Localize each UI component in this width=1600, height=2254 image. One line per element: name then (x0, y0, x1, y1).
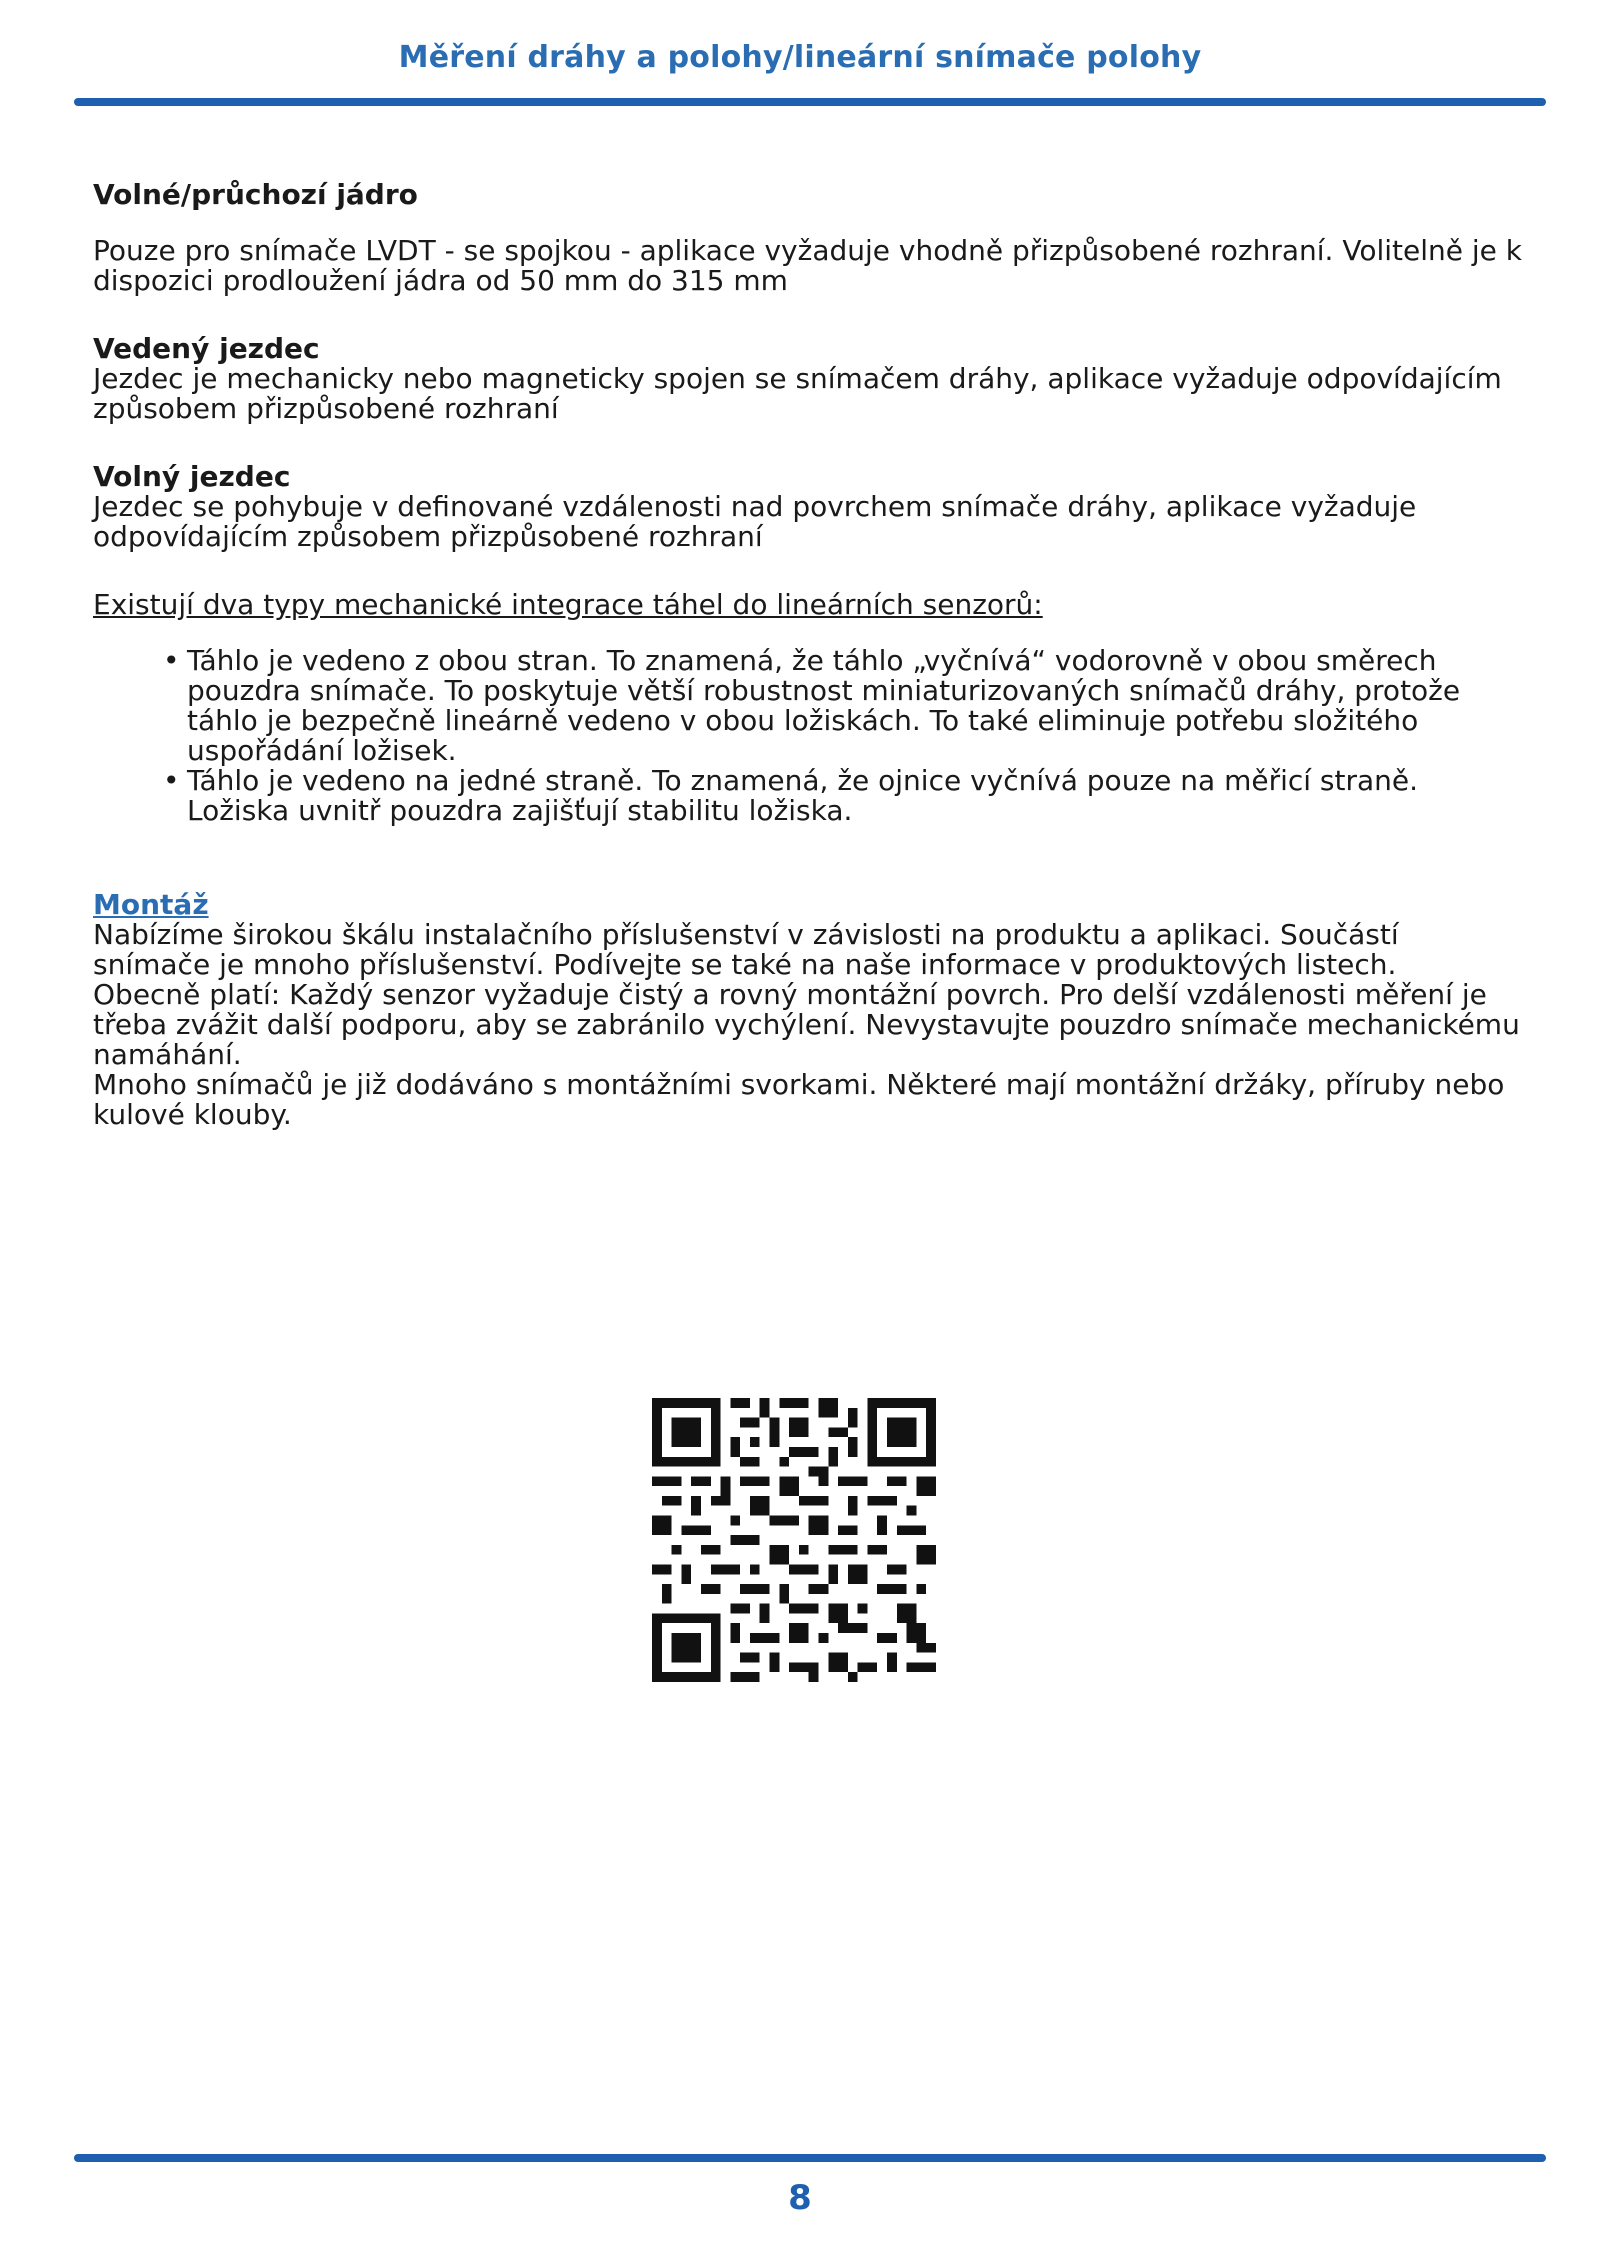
guided-slider-text: Jezdec je mechanicky nebo magneticky spojen se snímačem dráhy, aplikace vyžaduje odpovídajícím způsobem přizpůsobené rozhraní (93, 362, 1502, 425)
list-item: • Táhlo je vedeno z obou stran. To znamená, že táhlo „vyčnívá“ vodorovně v obou směrech pouzdra snímače. To poskytuje větší robustnost miniaturizovaných snímačů dráhy, protože táhlo je bezpečně lineárně vedeno v obou ložiskách. To také eliminuje potřebu složitého uspořádání ložisek. (163, 646, 1523, 766)
page-header-title: Měření dráhy a polohy/lineární snímače polohy (398, 40, 1202, 75)
list-item: • Táhlo je vedeno na jedné straně. To znamená, že ojnice vyčnívá pouze na měřicí straně. Ložiska uvnitř pouzdra zajišťují stabilitu ložiska. (163, 766, 1523, 826)
mounting-paragraph-2: Obecně platí: Každý senzor vyžaduje čistý a rovný montážní povrch. Pro delší vzdálenosti měření je třeba zvážit další podporu, aby se zabránilo vychýlení. Nevystavujte pouzdro snímače mechanickému namáhání. (93, 978, 1520, 1071)
main-content (93, 180, 1523, 1130)
header-divider (74, 98, 1546, 106)
qr-code (652, 1398, 936, 1682)
guided-slider-heading: Vedený jezdec (93, 332, 320, 365)
mounting-heading: Montáž (93, 888, 209, 921)
integration-bullet-list (93, 646, 1523, 826)
integration-intro: Existují dva typy mechanické integrace táhel do lineárních senzorů: (93, 588, 1043, 621)
free-slider-heading: Volný jezdec (93, 460, 291, 493)
free-core-heading: Volné/průchozí jádro (93, 178, 418, 211)
footer-divider (74, 2154, 1546, 2162)
free-slider-text: Jezdec se pohybuje v definované vzdálenosti nad povrchem snímače dráhy, aplikace vyžaduje odpovídajícím způsobem přizpůsobené rozhraní (93, 490, 1417, 553)
mounting-paragraph-1: Nabízíme širokou škálu instalačního příslušenství v závislosti na produktu a aplikaci. Součástí snímače je mnoho příslušenství. Podívejte se také na naše informace v produktových listech. (93, 918, 1399, 981)
mounting-paragraph-3: Mnoho snímačů je již dodáváno s montážními svorkami. Některé mají montážní držáky, příruby nebo kulové klouby. (93, 1068, 1505, 1131)
free-core-text: Pouze pro snímače LVDT - se spojkou - aplikace vyžaduje vhodně přizpůsobené rozhraní. Volitelně je k dispozici prodloužení jádra od 50 mm do 315 mm (93, 234, 1522, 297)
page-number: 8 (788, 2178, 812, 2218)
